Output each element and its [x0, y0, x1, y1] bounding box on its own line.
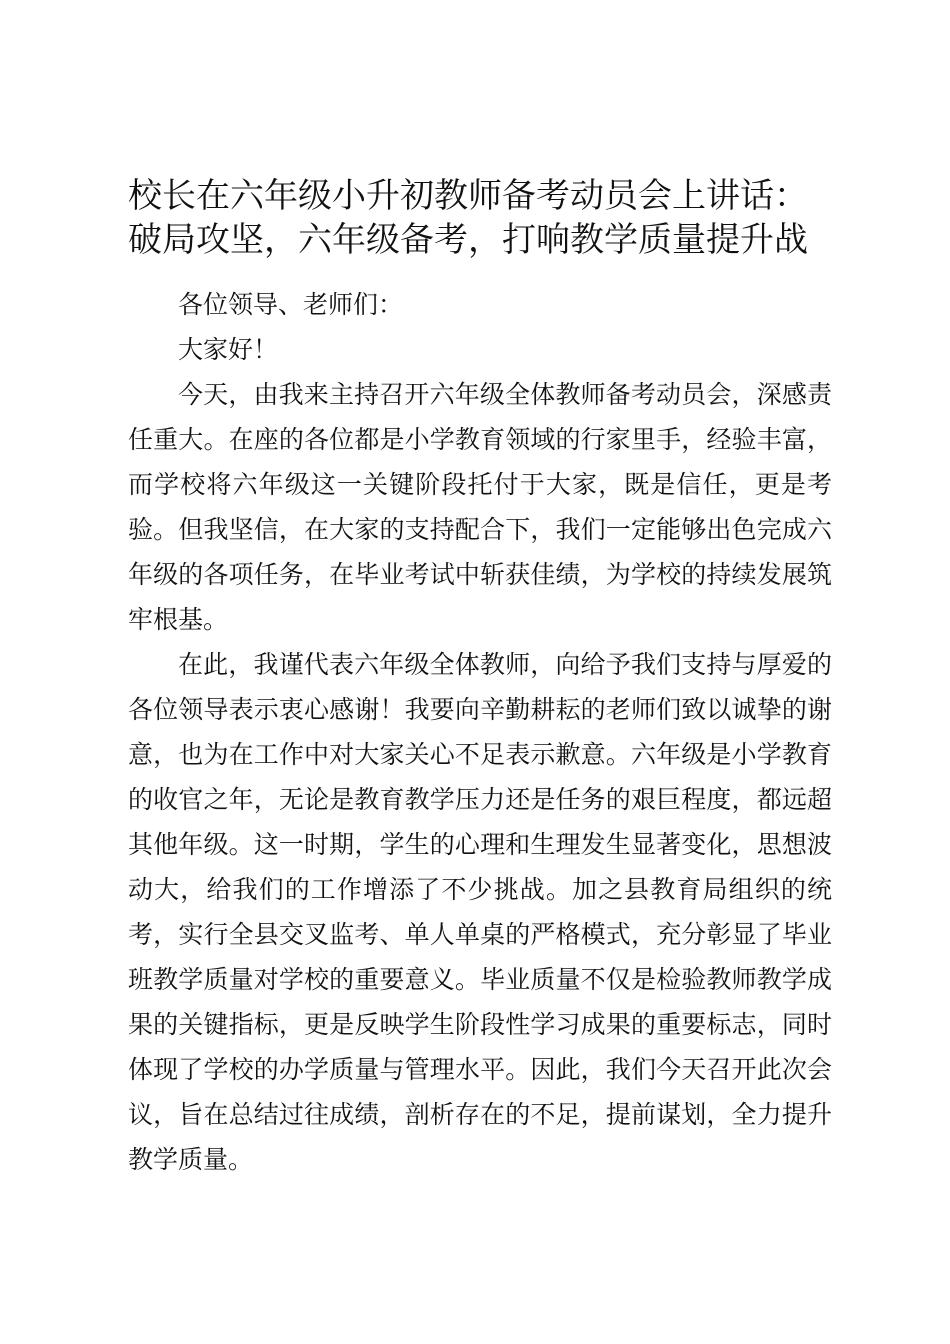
title-line-2: 破局攻坚，六年级备考，打响教学质量提升战 — [128, 220, 808, 260]
salutation: 各位领导、老师们： — [178, 290, 404, 319]
document-title — [128, 174, 832, 262]
document-page — [128, 174, 832, 1182]
title-line-1: 校长在六年级小升初教师备考动员会上讲话： — [128, 176, 808, 216]
body-paragraph-2: 在此，我谨代表六年级全体教师，向给予我们支持与厚爱的各位领导表示衷心感谢！我要向辛勤耕耘的老师们致以诚挚的谢意，也为在工作中对大家关心不足表示歉意。六年级是小学教育的收官之年，无论是教育教学压力还是任务的艰巨程度，都远超其他年级。这一时期，学生的心理和生理发生显著变化，思想波动大，给我们的工作增添了不少挑战。加之县教育局组织的统考，实行全县交叉监考、单人单桌的严格模式，充分彰显了毕业班教学质量对学校的重要意义。毕业质量不仅是检验教师教学成果的关键指标，更是反映学生阶段性学习成果的重要标志，同时体现了学校的办学质量与管理水平。因此，我们今天召开此次会议，旨在总结过往成绩，剖析存在的不足，提前谋划，全力提升教学质量。 — [128, 650, 832, 1174]
greeting: 大家好！ — [178, 335, 279, 364]
body-paragraph-1: 今天，由我来主持召开六年级全体教师备考动员会，深感责任重大。在座的各位都是小学教育领域的行家里手，经验丰富，而学校将六年级这一关键阶段托付于大家，既是信任，更是考验。但我坚信，在大家的支持配合下，我们一定能够出色完成六年级的各项任务，在毕业考试中斩获佳绩，为学校的持续发展筑牢根基。 — [128, 380, 832, 634]
document-body — [128, 282, 832, 1182]
